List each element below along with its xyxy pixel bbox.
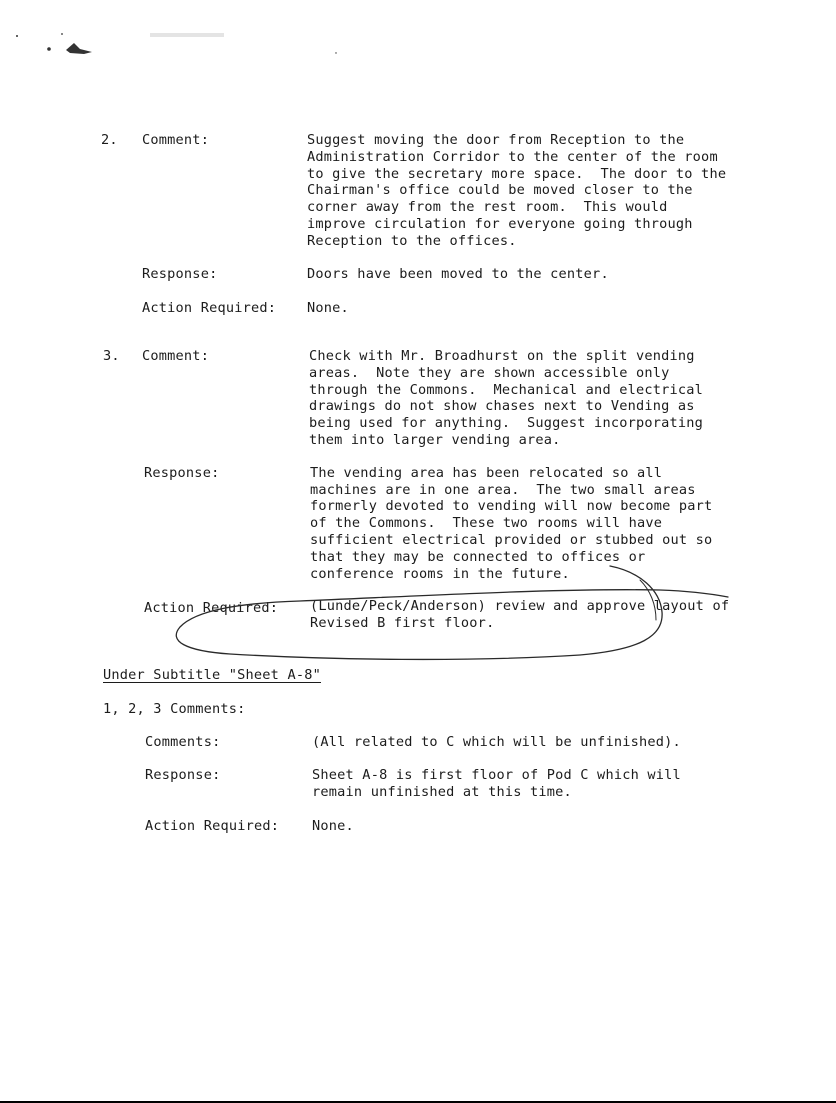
- text-line: The vending area has been relocated so all: [310, 465, 663, 481]
- item-2-action-text: None.: [307, 300, 349, 316]
- text-line: areas. Note they are shown accessible only: [309, 365, 670, 381]
- text-line: Revised B first floor.: [310, 615, 495, 631]
- text-line: Administration Corridor to the center of the room: [307, 149, 718, 165]
- a8-comments-text: (All related to C which will be unfinished).: [312, 734, 681, 750]
- item-2-number: 2.: [101, 132, 118, 148]
- a8-action-label: Action Required:: [145, 818, 280, 834]
- item-3-comment-label: Comment:: [142, 348, 210, 364]
- text-line: Suggest moving the door from Reception to the: [307, 132, 685, 148]
- sheet-a8-subtitle: Under Subtitle "Sheet A-8": [103, 667, 321, 683]
- text-line: corner away from the rest room. This would: [307, 199, 668, 215]
- text-line: formerly devoted to vending will now become part: [310, 498, 713, 514]
- item-3-action-label: Action Required:: [144, 600, 279, 616]
- a8-action-text: None.: [312, 818, 354, 834]
- text-line: drawings do not show chases next to Vending as: [309, 398, 695, 414]
- text-line: sufficient electrical provided or stubbed out so: [310, 532, 713, 548]
- text-line: Reception to the offices.: [307, 233, 517, 249]
- text-line: them into larger vending area.: [309, 432, 561, 448]
- item-2-action-label: Action Required:: [142, 300, 277, 316]
- text-line: remain unfinished at this time.: [312, 784, 572, 800]
- text-line: conference rooms in the future.: [310, 566, 570, 582]
- text-line: through the Commons. Mechanical and electrical: [309, 382, 704, 398]
- text-line: (Lunde/Peck/Anderson) review and approve layout of: [310, 598, 730, 614]
- scan-specks: [16, 33, 337, 54]
- a8-comments-label: Comments:: [145, 734, 221, 750]
- text-line: being used for anything. Suggest incorporating: [309, 415, 704, 431]
- item-3-response-label: Response:: [144, 465, 220, 481]
- item-3-number: 3.: [103, 348, 120, 364]
- text-line: Sheet A-8 is first floor of Pod C which will: [312, 767, 681, 783]
- item-2-response-text: Doors have been moved to the center.: [307, 266, 609, 282]
- text-line: improve circulation for everyone going through: [307, 216, 693, 232]
- item-2-response-label: Response:: [142, 266, 218, 282]
- a8-response-label: Response:: [145, 767, 221, 783]
- text-line: Check with Mr. Broadhurst on the split vending: [309, 348, 695, 364]
- a8-heading: 1, 2, 3 Comments:: [103, 701, 246, 717]
- item-2-comment-label: Comment:: [142, 132, 210, 148]
- text-line: Chairman's office could be moved closer to the: [307, 182, 693, 198]
- text-line: to give the secretary more space. The door to the: [307, 166, 727, 182]
- text-line: machines are in one area. The two small areas: [310, 482, 696, 498]
- text-line: of the Commons. These two rooms will have: [310, 515, 663, 531]
- text-line: that they may be connected to offices or: [310, 549, 646, 565]
